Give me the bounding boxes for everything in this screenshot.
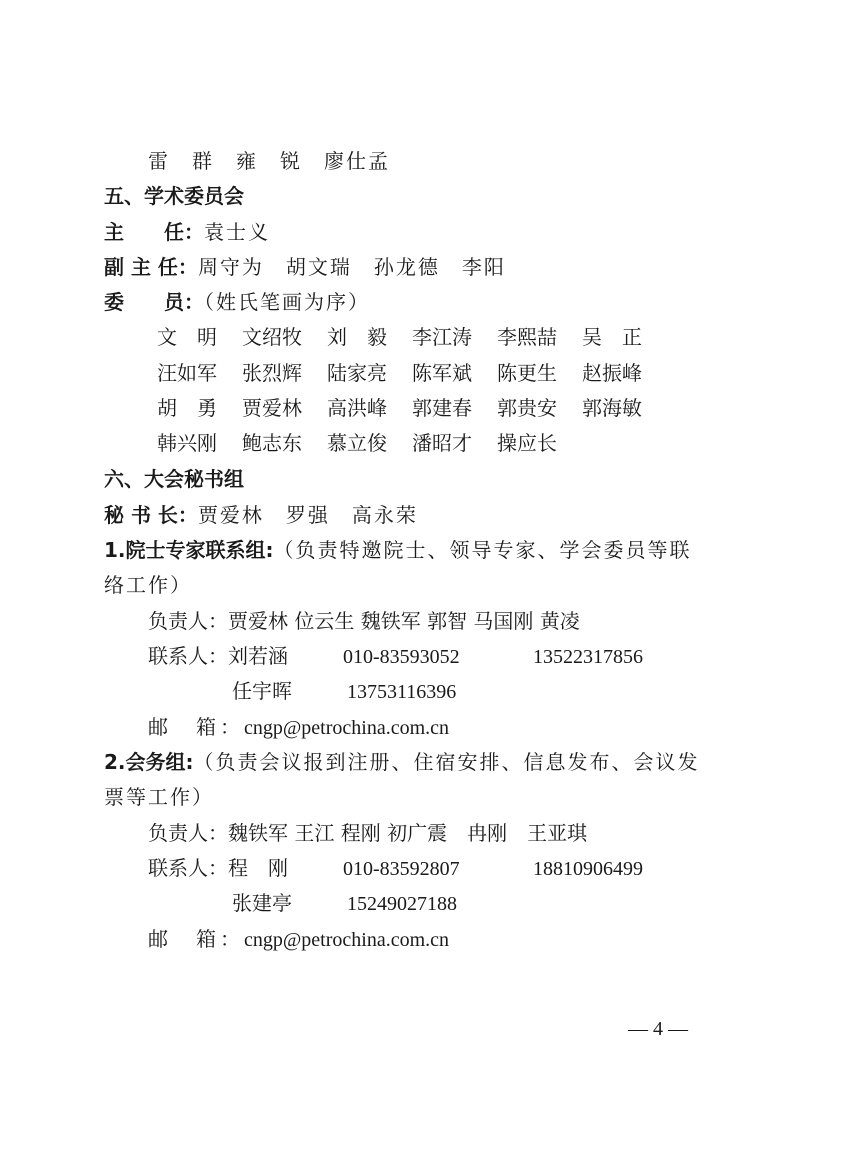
group2-title: 2.会务组: [104,750,194,774]
group2-contact-row [148,854,643,883]
group1-email: cngp@petrochina.com.cn [244,717,450,739]
group1-desc: （负责特邀院士、领导专家、学会委员等联 [273,538,692,562]
group2-lead-label: 负责人： [148,821,228,845]
member-name: 文 明 [157,325,217,349]
contact-name: 任宇晖 [232,679,292,703]
member-label: 委 员： [104,290,204,314]
member-name: 鲍志东 [242,431,302,455]
member-name: 慕立俊 [327,431,387,455]
group2-desc: （负责会议报到注册、住宿安排、信息发布、会议发 [193,750,700,774]
member-name: 汪如军 [157,361,217,385]
secretary-value: 贾爱林 罗强 高永荣 [197,503,418,527]
group2-title-row [104,748,700,776]
group1-contact-row-2 [232,677,537,706]
group2-lead-value: 魏铁军 王江 程刚 初广震 冉刚 王亚琪 [228,821,588,845]
director-label: 主 任： [104,220,204,244]
member-header-row [104,288,370,316]
contact-phone: 13753116396 [347,681,457,703]
vice-director-row [104,253,506,281]
group2-desc-cont: 票等工作） [104,785,214,809]
section5-heading: 五、学术委员会 [104,184,244,208]
group1-lead-label: 负责人： [148,609,228,633]
secretary-row [104,501,418,529]
page-number: — 4 — [628,1018,688,1040]
member-name: 吴 正 [582,325,642,349]
member-name: 胡 勇 [157,396,217,420]
contact-name: 张建亭 [232,891,292,915]
group1-email-row [148,713,449,742]
contact-phone: 010-83592807 [343,858,460,880]
member-name: 文绍牧 [242,325,302,349]
group1-email-label: 邮 箱： [148,715,244,739]
group1-contact-label: 联系人： [148,644,228,668]
member-name: 高洪峰 [327,396,387,420]
group2-contact-row-2 [232,889,537,918]
member-name: 郭建春 [412,396,472,420]
prev-committee-names: 雷 群 雍 锐 廖仕孟 [148,149,390,173]
member-name: 李熙喆 [497,325,557,349]
member-row [157,323,667,351]
member-name: 刘 毅 [327,325,387,349]
group1-desc-cont: 络工作） [104,573,192,597]
member-name: 陈更生 [497,361,557,385]
secretary-label: 秘 书 长： [104,503,198,527]
member-name: 李江涛 [412,325,472,349]
contact-mobile: 13522317856 [533,646,643,668]
section6-heading: 六、大会秘书组 [104,467,244,491]
member-name: 郭海敏 [582,396,642,420]
group1-contact-row [148,642,643,671]
vice-director-value: 周守为 胡文瑞 孙龙德 李阳 [197,255,506,279]
member-name: 陈军斌 [412,361,472,385]
member-row [157,359,667,387]
vice-director-label: 副 主 任： [104,255,198,279]
member-note: （姓氏笔画为序） [204,290,370,314]
member-row [157,394,667,422]
group1-title: 1.院士专家联系组: [104,538,274,562]
group1-title-row [104,536,692,564]
contact-name: 程 刚 [228,856,288,880]
contact-phone: 010-83593052 [343,646,460,668]
contact-phone: 15249027188 [347,893,457,915]
member-name: 操应长 [497,431,557,455]
group2-email: cngp@petrochina.com.cn [244,929,450,951]
director-row [104,218,270,246]
group2-email-row [148,925,449,954]
director-value: 袁士义 [204,220,270,244]
member-row [157,429,582,457]
member-name: 韩兴刚 [157,431,217,455]
group1-lead-value: 贾爱林 位云生 魏铁军 郭智 马国刚 黄凌 [228,609,580,633]
member-name: 陆家亮 [327,361,387,385]
contact-mobile: 18810906499 [533,858,643,880]
member-name: 郭贵安 [497,396,557,420]
member-name: 赵振峰 [582,361,642,385]
contact-name: 刘若涵 [228,644,288,668]
member-name: 潘昭才 [412,431,472,455]
member-name: 张烈辉 [242,361,302,385]
member-name: 贾爱林 [242,396,302,420]
group1-lead-row [148,607,580,635]
group2-lead-row [148,819,587,847]
group2-contact-label: 联系人： [148,856,228,880]
group2-email-label: 邮 箱： [148,927,244,951]
